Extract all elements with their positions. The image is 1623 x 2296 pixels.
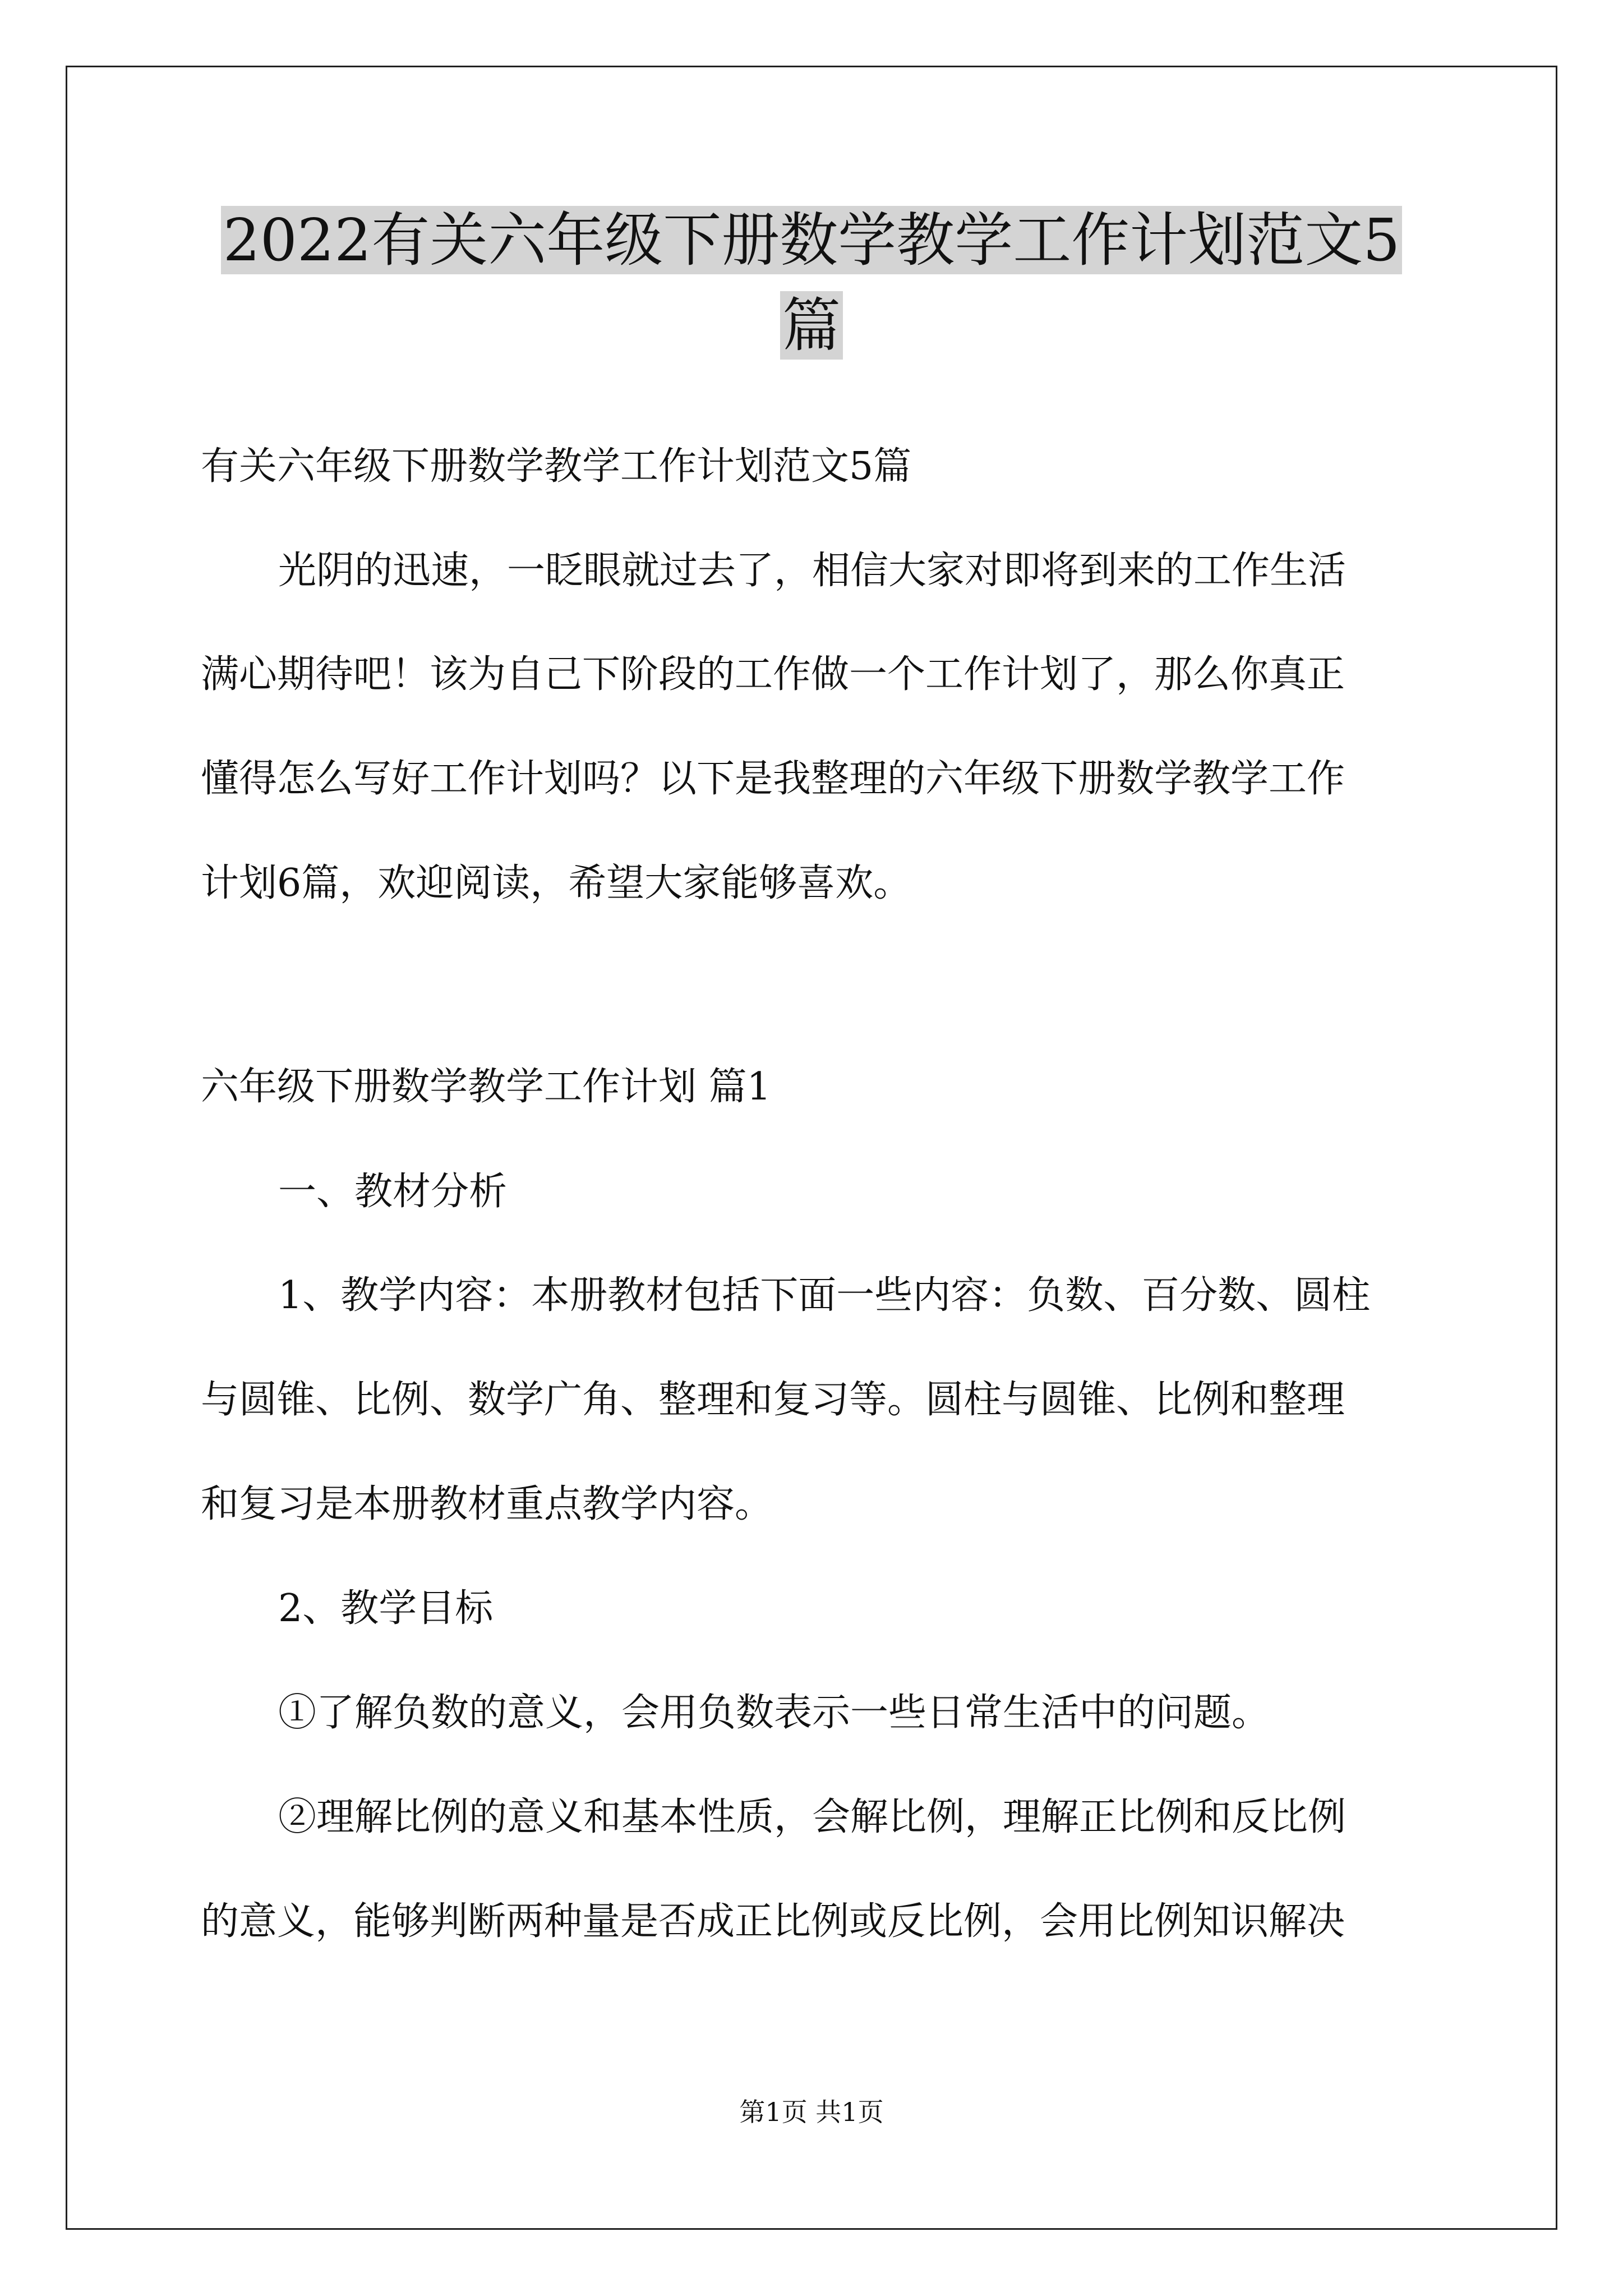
content-line-1: 1、教学内容：本册教材包括下面一些内容：负数、百分数、圆柱 [278,1273,1371,1318]
page-footer: 第1页 共1页 [739,2097,884,2127]
document-title-text-2: 篇 [780,291,843,360]
document-title-line-2 [66,278,1557,372]
subheading-teaching-goals: 2、教学目标 [278,1586,494,1631]
goal-line-3: 的意义，能够判断两种量是否成正比例或反比例，会用比例知识解决 [201,1899,1345,1944]
section-heading: 六年级下册数学教学工作计划 篇1 [201,1065,771,1109]
document-title-text-1: 2022有关六年级下册数学教学工作计划范文5 [221,206,1403,274]
intro-line-3: 懂得怎么写好工作计划吗？以下是我整理的六年级下册数学教学工作 [201,757,1345,801]
document-title-line-1 [66,193,1557,287]
document-subtitle: 有关六年级下册数学教学工作计划范文5篇 [201,444,912,489]
intro-line-2: 满心期待吧！该为自己下阶段的工作做一个工作计划了，那么你真正 [201,652,1345,697]
intro-line-1: 光阴的迅速，一眨眼就过去了，相信大家对即将到来的工作生活 [278,549,1347,593]
content-line-2: 与圆锥、比例、数学广角、整理和复习等。圆柱与圆锥、比例和整理 [201,1378,1345,1422]
goal-line-1: ①了解负数的意义，会用负数表示一些日常生活中的问题。 [278,1691,1270,1735]
goal-line-2: ②理解比例的意义和基本性质，会解比例，理解正比例和反比例 [278,1795,1347,1839]
subheading-textbook-analysis: 一、教材分析 [278,1170,508,1214]
content-line-3: 和复习是本册教材重点教学内容。 [201,1482,773,1526]
intro-line-4: 计划6篇，欢迎阅读，希望大家能够喜欢。 [201,861,912,905]
